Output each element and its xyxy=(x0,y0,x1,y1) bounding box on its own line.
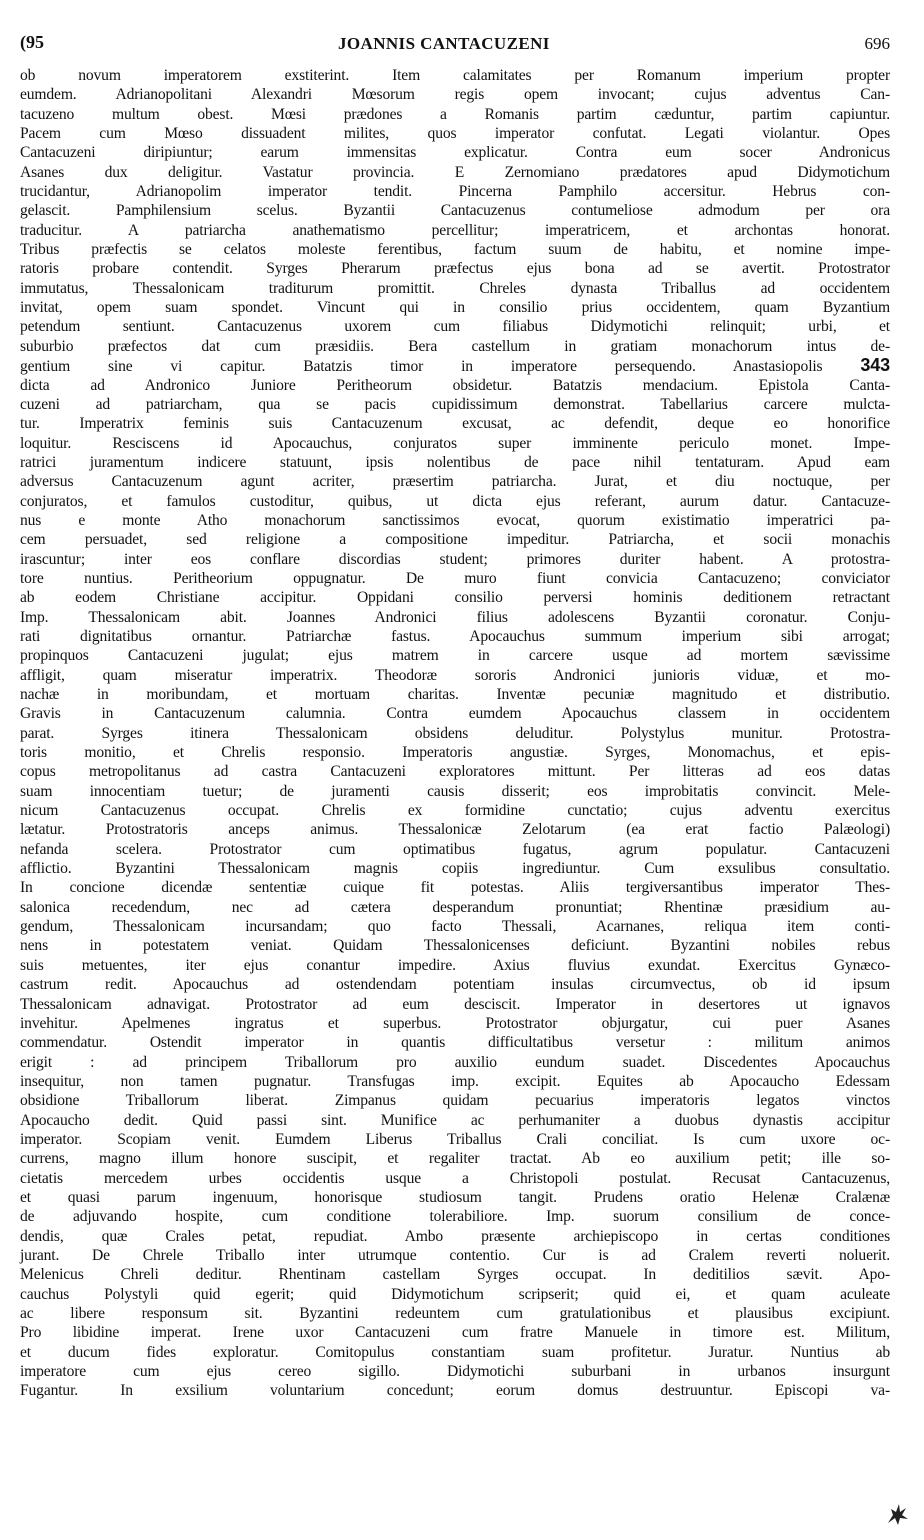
page-number-right: 696 xyxy=(864,34,890,53)
text-line xyxy=(20,66,890,85)
text-line-content: nefanda scelera. Protostrator cum optimatibus fugatus, agrum populatur. Cantacuzeni xyxy=(20,840,890,858)
text-line-content: eumdem. Adrianopolitani Alexandri Mœsorum regis opem invocant; cujus adventus Can- xyxy=(20,86,890,104)
text-line xyxy=(20,124,890,143)
text-line xyxy=(20,492,890,511)
page xyxy=(20,28,890,1528)
text-line xyxy=(20,1227,890,1246)
text-line-content: tacuzeno multum obest. Mœsi prædones a Romanis partim cæduntur, partim capiuntur. xyxy=(20,105,890,123)
text-line xyxy=(20,201,890,220)
page-header xyxy=(20,28,890,54)
text-line-content: dicta ad Andronico Juniore Peritheorum obsidetur. Batatzis mendacium. Epistola Canta- xyxy=(20,376,890,394)
text-line-content: ab eodem Christiane accipitur. Oppidani consilio perversi hominis deditionem retractant xyxy=(20,589,890,607)
text-line-content: suburbio præfectos dat cum præsidiis. Bera castellum in gratiam monachorum intus de- xyxy=(20,337,890,355)
ink-blot-icon xyxy=(884,1501,910,1527)
text-line xyxy=(20,1343,890,1362)
text-line-content: In concione dicendæ sententiæ cuique fit potestas. Aliis tergiversantibus imperator Thes- xyxy=(20,879,890,897)
text-line xyxy=(20,85,890,104)
text-line-content: cuzeni ad patriarcham, qua se pacis cupidissimum demonstrat. Tabellarius carcere mulcta- xyxy=(20,395,890,413)
text-line xyxy=(20,298,890,317)
text-line xyxy=(20,395,890,414)
text-line-content: ac libere responsum sit. Byzantini redeuntem cum gratulationibus et plausibus excipiunt. xyxy=(20,1305,890,1322)
text-line xyxy=(20,859,890,878)
text-line-content: et quasi parum ingenuum, honorisque studiosum tangit. Prudens oratio Helenæ Cralænæ xyxy=(20,1188,890,1206)
text-line xyxy=(20,1053,890,1072)
text-line xyxy=(20,317,890,336)
text-line xyxy=(20,975,890,994)
text-line-content: Pro libidine imperat. Irene uxor Cantacuzeni cum fratre Manuele in timore est. Militum, xyxy=(20,1324,890,1342)
text-line xyxy=(20,820,890,839)
text-line xyxy=(20,182,890,201)
text-line xyxy=(20,1207,890,1226)
text-line xyxy=(20,801,890,820)
text-line-content: petendum sentiunt. Cantacuzenus uxorem cum filiabus Didymotichi relinquit; urbi, et xyxy=(20,318,890,336)
marginal-page-number: 343 xyxy=(860,355,890,376)
text-line xyxy=(20,1130,890,1149)
text-line xyxy=(20,143,890,162)
text-line-content: gelascit. Pamphilensium scelus. Byzantii Cantacuzenus contumeliose admodum per ora xyxy=(20,202,890,220)
text-line-content: et ducum fides exploratur. Comitopulus constantiam suam profitetur. Juratur. Nuntius ab xyxy=(20,1343,890,1361)
text-line xyxy=(20,1246,890,1265)
text-line-content: ratoris probare contendit. Syrges Pherarum præfectus ejus bona ad se avertit. Protostrator xyxy=(20,260,890,278)
text-line xyxy=(20,840,890,859)
text-line-content: parat. Syrges itinera Thessalonicam obsidens deluditur. Polystylus munitur. Protostra- xyxy=(20,724,890,742)
text-line xyxy=(20,608,890,627)
text-line-content: rati dignitatibus ornantur. Patriarchæ fastus. Apocauchus summum imperium sibi arrogat; xyxy=(20,627,890,645)
text-line xyxy=(20,453,890,472)
text-line xyxy=(20,221,890,240)
text-line xyxy=(20,279,890,298)
text-line-content: adversus Cantacuzenum agunt acriter, præsertim patriarcha. Jurat, et diu noctuque, per xyxy=(20,473,890,491)
text-line-content: cauchus Polystyli quid egerit; quid Didymotichum scripserit; quid ei, et quam aculeate xyxy=(20,1285,890,1303)
text-line-content: gentium sine vi capitur. Batatzis timor in imperatore persequendo. Anastasiopolis xyxy=(20,358,823,376)
text-line-content: ratrici juramentum indicere statuunt, ipsis nolentibus de pace nihil tentaturam. Apud eam xyxy=(20,453,890,471)
text-line xyxy=(20,356,890,375)
text-line-content: irascuntur; inter eos conflare discordias student; primores duriter habent. A protostra- xyxy=(20,550,890,568)
text-line-content: traducitur. A patriarcha anathematismo percellitur; imperatricem, et archontas honorat. xyxy=(20,221,890,239)
text-line xyxy=(20,569,890,588)
text-line-content: Apocaucho dedit. Quid passi sint. Munifice ac perhumaniter a duobus dynastis accipitur xyxy=(20,1111,890,1129)
text-line-content: propinquos Cantacuzeni jugulat; ejus matrem in carcere usque ad mortem sævissime xyxy=(20,647,890,665)
text-line-content: cietatis mercedem urbes occidentis usque a Christopoli postulat. Recusat Cantacuzenus, xyxy=(20,1169,890,1187)
text-line-content: Melenicus Chreli deditur. Rhentinam castellam Syrges occupat. In deditilios sævit. Apo- xyxy=(20,1266,890,1284)
text-line-content: toris monitio, et Chrelis responsio. Imperatoris angustiæ. Syrges, Monomachus, et epis- xyxy=(20,744,890,762)
running-title: JOANNIS CANTACUZENI xyxy=(338,34,550,53)
text-line xyxy=(20,782,890,801)
text-line-content: Fugantur. In exsilium voluntarium concedunt; eorum domus destruuntur. Episcopi va- xyxy=(20,1382,890,1400)
text-line-content: obsidione Triballorum liberat. Zimpanus quidam pecuarius imperatoris legatos vinctos xyxy=(20,1092,890,1110)
text-line-content: Imp. Thessalonicam abit. Joannes Andronici filius adolescens Byzantii coronatur. Conju- xyxy=(20,608,890,626)
text-line-content: erigit : ad principem Triballorum pro auxilio eundum suadet. Discedentes Apocauchus xyxy=(20,1053,890,1071)
body-text xyxy=(20,66,890,1401)
text-line-content: Asanes dux deligitur. Vastatur provincia. E Zernomiano prædatores apud Didymotichum xyxy=(20,163,890,181)
text-line xyxy=(20,1111,890,1130)
text-line-content: afflictio. Byzantini Thessalonicam magnis copiis ingrediuntur. Cum exsulibus consultatio. xyxy=(20,860,890,878)
text-line xyxy=(20,259,890,278)
text-line-content: Tribus præfectis se celatos moleste ferentibus, factum suum de habitu, et nomine impe- xyxy=(20,241,890,259)
text-line xyxy=(20,1188,890,1207)
text-line xyxy=(20,936,890,955)
text-line xyxy=(20,530,890,549)
text-line-content: de adjuvando hospite, cum conditione tolerabiliore. Imp. suorum consilium de conce- xyxy=(20,1208,890,1226)
text-line xyxy=(20,1033,890,1052)
text-line-content: Thessalonicam adnavigat. Protostrator ad eum desciscit. Imperator in desertores ut ignavos xyxy=(20,995,890,1013)
text-line-content: tur. Imperatrix feminis suis Cantacuzenum excusat, ac defendit, deque eo honorifice xyxy=(20,415,890,433)
text-line xyxy=(20,627,890,646)
text-line xyxy=(20,1014,890,1033)
text-line-content: nens in potestatem veniat. Quidam Thessalonicenses deficiunt. Byzantini nobiles rebus xyxy=(20,937,890,955)
text-line xyxy=(20,1169,890,1188)
text-line-content: imperator. Scopiam venit. Eumdem Liberus Triballus Crali conciliat. Is cum uxore oc- xyxy=(20,1130,890,1148)
text-line-content: loquitur. Resciscens id Apocauchus, conjuratos super imminente periculo monet. Impe- xyxy=(20,434,890,452)
text-line xyxy=(20,666,890,685)
text-line-content: suam innocentiam tuetur; de juramenti causis disserit; eos improbitatis convincit. Mele- xyxy=(20,782,890,800)
text-line-content: cem persuadet, sed religione a compositione impeditur. Patriarcha, et socii monachis xyxy=(20,531,890,549)
text-line xyxy=(20,646,890,665)
text-line-content: immutatus, Thessalonicam traditurum promittit. Chreles dynasta Triballus ad occidentem xyxy=(20,279,890,297)
text-line xyxy=(20,724,890,743)
text-line xyxy=(20,917,890,936)
text-line-content: tore nuntius. Peritheorium oppugnatur. De muro fiunt convicia Cantacuzeno; conviciator xyxy=(20,569,890,587)
text-line xyxy=(20,685,890,704)
text-line xyxy=(20,434,890,453)
text-line xyxy=(20,1304,890,1323)
text-line xyxy=(20,762,890,781)
text-line xyxy=(20,511,890,530)
text-line-content: salonica recedendum, nec ad cætera desperandum pronuntiat; Rhentinæ præsidium au- xyxy=(20,898,890,916)
text-line-content: invehitur. Apelmenes ingratus et superbus. Protostrator objurgatur, cui puer Asanes xyxy=(20,1014,890,1032)
text-line xyxy=(20,1381,890,1400)
text-line-content: copus metropolitanus ad castra Cantacuzeni exploratores mittunt. Per litteras ad eos datas xyxy=(20,763,890,781)
text-line-content: suis metuentes, iter ejus conantur impedire. Axius fluvius exundat. Exercitus Gynæco- xyxy=(20,956,890,974)
text-line-content: nachæ in moribundam, et mortuam charitas. Inventæ pecuniæ magnitudo et distributio. xyxy=(20,686,890,703)
text-line-content: gendum, Thessalonicam incursandam; quo facto Thessali, Acarnanes, reliqua item conti- xyxy=(20,918,890,936)
text-line-content: invitat, opem suam spondet. Vincunt qui in consilio prius occidentem, quam Byzantium xyxy=(20,299,890,317)
text-line-content: insequitur, non tamen pugnatur. Transfugas imp. excipit. Equites ab Apocaucho Edessam xyxy=(20,1072,890,1090)
text-line xyxy=(20,743,890,762)
text-line xyxy=(20,1149,890,1168)
text-line xyxy=(20,588,890,607)
text-line xyxy=(20,1091,890,1110)
text-line-content: ob novum imperatorem exstiterint. Item calamitates per Romanum imperium propter xyxy=(20,67,890,84)
text-line xyxy=(20,1362,890,1381)
text-line-content: nus e monte Atho monachorum sanctissimos evocat, quorum existimatio imperatrici pa- xyxy=(20,511,890,529)
text-line-content: castrum redit. Apocauchus ad ostendendam potentiam insulas circumvectus, ob id ipsum xyxy=(20,976,890,994)
text-line xyxy=(20,550,890,569)
text-line xyxy=(20,240,890,259)
text-line-content: Cantacuzeni diripiuntur; earum immensitas explicatur. Contra eum socer Andronicus xyxy=(20,144,890,162)
text-line xyxy=(20,1285,890,1304)
text-line-content: Gravis in Cantacuzenum calumnia. Contra eumdem Apocauchus classem in occidentem xyxy=(20,705,890,723)
text-line xyxy=(20,898,890,917)
page-number-left: (95 xyxy=(20,32,44,52)
text-line-content: currens, magno illum honore suscipit, et regaliter tractat. Ab eo auxilium petit; ille so- xyxy=(20,1150,890,1168)
text-line xyxy=(20,472,890,491)
text-line-content: imperatore cum ejus cereo sigillo. Didymotichi suburbani in urbanos insurgunt xyxy=(20,1363,890,1381)
text-line xyxy=(20,414,890,433)
text-line-content: lætatur. Protostratoris anceps animus. Thessalonicæ Zelotarum (ea erat factio Palæologi) xyxy=(20,821,890,839)
text-line xyxy=(20,163,890,182)
text-line xyxy=(20,105,890,124)
text-line-content: commendatur. Ostendit imperator in quantis difficultatibus versetur : militum animos xyxy=(20,1034,890,1052)
text-line xyxy=(20,878,890,897)
text-line-content: trucidantur, Adrianopolim imperator tendit. Pincerna Pamphilo accersitur. Hebrus con- xyxy=(20,183,890,201)
text-line xyxy=(20,995,890,1014)
text-line xyxy=(20,1323,890,1342)
text-line-content: Pacem cum Mœso dissuadent milites, quos imperator confutat. Legati violantur. Opes xyxy=(20,125,890,143)
text-line xyxy=(20,1072,890,1091)
text-line-content: conjuratos, et famulos custoditur, quibus, ut dicta ejus referant, aurum datur. Cantacuze- xyxy=(20,492,890,510)
text-line xyxy=(20,1265,890,1284)
text-line-content: dendis, quæ Crales petat, repudiat. Ambo præsente archiepiscopo in certas conditiones xyxy=(20,1227,890,1245)
text-line xyxy=(20,337,890,356)
text-line-content: nicum Cantacuzenus occupat. Chrelis ex formidine cunctatio; cujus adventu exercitus xyxy=(20,802,890,820)
text-line xyxy=(20,956,890,975)
text-line xyxy=(20,376,890,395)
text-line-content: jurant. De Chrele Triballo inter utrumque contentio. Cur is ad Cralem reverti noluerit. xyxy=(20,1246,890,1264)
text-line-content: affligit, quam miseratur imperatrix. Theodoræ sororis Andronici junioris viduæ, et mo- xyxy=(20,666,890,684)
text-line xyxy=(20,704,890,723)
